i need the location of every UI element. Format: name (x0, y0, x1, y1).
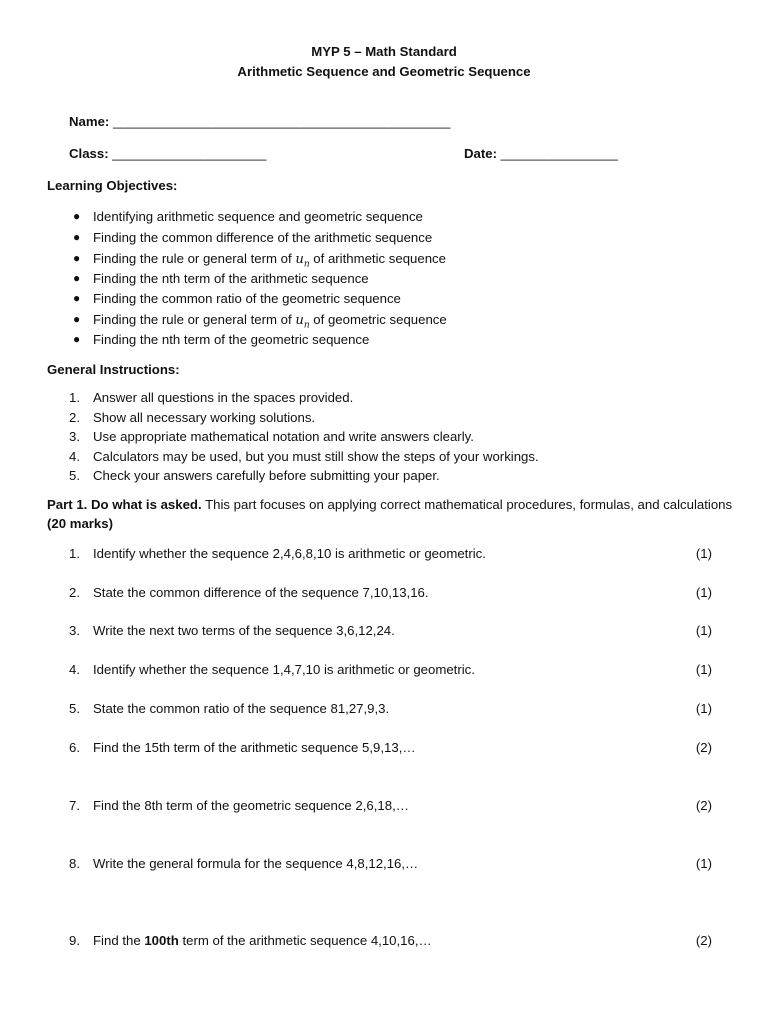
date-label: Date: (464, 146, 497, 161)
bullet-icon: ● (73, 291, 81, 305)
question-mark: (2) (695, 798, 712, 813)
bullet-icon: ● (73, 230, 81, 244)
part1-header (47, 497, 732, 512)
math-symbol-u: $u_n$ (295, 252, 310, 270)
part1-label: Part 1. Do what is asked. (47, 497, 202, 512)
math-symbol-u: $u_n$ (295, 313, 310, 331)
part1-description: This part focuses on applying correct mathematical procedures, formulas, and calculations (201, 497, 733, 512)
question-mark: (2) (695, 933, 712, 948)
instruction-number: 4. (69, 449, 80, 464)
question-text: Find the 15th term of the arithmetic sequence 5,9,13,… (93, 740, 416, 755)
worksheet-subtitle: Arithmetic Sequence and Geometric Sequence (237, 64, 531, 79)
question-mark: (1) (695, 856, 712, 871)
instructions-heading: General Instructions: (47, 362, 180, 377)
question-text: State the common difference of the sequence 7,10,13,16. (93, 585, 429, 600)
question-number: 8. (69, 856, 80, 871)
instruction-text: Use appropriate mathematical notation and write answers clearly. (93, 429, 474, 444)
date-field (464, 146, 618, 161)
instruction-number: 1. (69, 390, 80, 405)
part1-marks: (20 marks) (47, 516, 113, 531)
objective-text: Finding the common ratio of the geometric sequence (93, 291, 401, 306)
bullet-icon: ● (73, 312, 81, 326)
name-field (69, 114, 450, 129)
instruction-number: 2. (69, 410, 80, 425)
question-text: Write the general formula for the sequence 4,8,12,16,… (93, 856, 419, 871)
instruction-text: Calculators may be used, but you must still show the steps of your workings. (93, 449, 539, 464)
instruction-number: 5. (69, 468, 80, 483)
bullet-icon: ● (73, 251, 81, 265)
instruction-number: 3. (69, 429, 80, 444)
question-mark: (1) (695, 546, 712, 561)
name-label: Name: (69, 114, 110, 129)
question-text: Identify whether the sequence 1,4,7,10 is arithmetic or geometric. (93, 662, 475, 677)
question-number: 6. (69, 740, 80, 755)
objective-text: Finding the nth term of the geometric sequence (93, 332, 370, 347)
question-mark: (1) (695, 623, 712, 638)
question-number: 5. (69, 701, 80, 716)
question-number: 2. (69, 585, 80, 600)
objective-text: Identifying arithmetic sequence and geometric sequence (93, 209, 423, 224)
question-number: 1. (69, 546, 80, 561)
date-line: ________________ (500, 146, 619, 161)
worksheet-title: MYP 5 – Math Standard (311, 44, 457, 59)
question-number: 4. (69, 662, 80, 677)
question-mark: (1) (695, 701, 712, 716)
question-mark: (1) (695, 662, 712, 677)
question-text: Write the next two terms of the sequence 3,6,12,24. (93, 623, 395, 638)
question-mark: (2) (695, 740, 712, 755)
question-number: 9. (69, 933, 80, 948)
bullet-icon: ● (73, 271, 81, 285)
question-text: State the common ratio of the sequence 81,27,9,3. (93, 701, 390, 716)
question-mark: (1) (695, 585, 712, 600)
objective-text: Finding the common difference of the arithmetic sequence (93, 230, 433, 245)
objective-text: Finding the rule or general term of $u_n$ of arithmetic sequence (93, 251, 446, 270)
bullet-icon: ● (73, 209, 81, 223)
objectives-heading: Learning Objectives: (47, 178, 178, 193)
class-label: Class: (69, 146, 109, 161)
question-text: Identify whether the sequence 2,4,6,8,10 is arithmetic or geometric. (93, 546, 486, 561)
question-text: Find the 8th term of the geometric sequence 2,6,18,… (93, 798, 409, 813)
objective-text: Finding the nth term of the arithmetic sequence (93, 271, 369, 286)
objective-text: Finding the rule or general term of $u_n$ of geometric sequence (93, 312, 447, 331)
class-line: _____________________ (112, 146, 267, 161)
instruction-text: Answer all questions in the spaces provided. (93, 390, 354, 405)
question-number: 3. (69, 623, 80, 638)
instruction-text: Check your answers carefully before submitting your paper. (93, 468, 440, 483)
class-field (69, 146, 266, 161)
question-text: Find the 100th term of the arithmetic sequence 4,10,16,… (93, 933, 432, 948)
instruction-text: Show all necessary working solutions. (93, 410, 316, 425)
question-number: 7. (69, 798, 80, 813)
name-line: ______________________________________________ (112, 114, 451, 129)
bullet-icon: ● (73, 332, 81, 346)
